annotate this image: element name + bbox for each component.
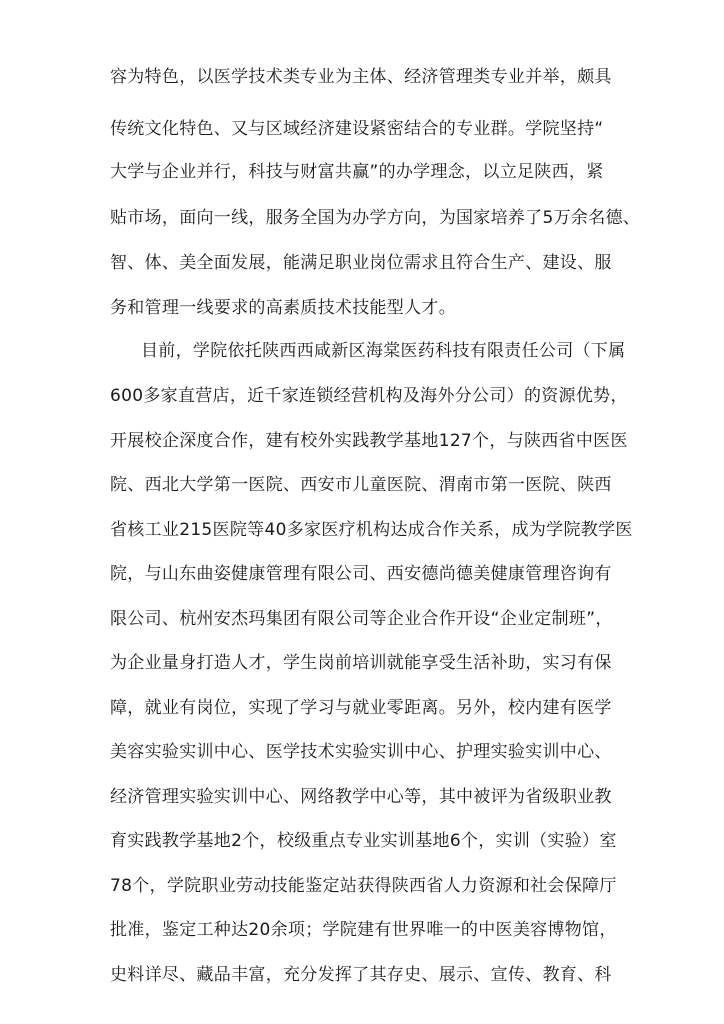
- text-line: 限公司、杭州安杰玛集团有限公司等企业合作开设“企业定制班”，: [110, 609, 613, 629]
- text-line: 开展校企深度合作，建有校外实践教学基地127个，与陕西省中医医: [110, 431, 628, 451]
- text-line: 贴市场，面向一线，服务全国为办学方向，为国家培养了5万余名德、: [110, 208, 641, 228]
- text-line: 批准，鉴定工种达20余项；学院建有世界唯一的中医美容博物馆，: [110, 920, 617, 940]
- text-line: 障，就业有岗位，实现了学习与就业零距离。另外，校内建有医学: [110, 698, 612, 718]
- text-line: 经济管理实验实训中心、网络教学中心等，其中被评为省级职业教: [110, 787, 612, 807]
- text-line: 院，与山东曲姿健康管理有限公司、西安德尚德美健康管理咨询有: [110, 564, 612, 584]
- text-line: 育实践教学基地2个，校级重点专业实训基地6个，实训（实验）室: [110, 831, 617, 851]
- text-line: 78个，学院职业劳动技能鉴定站获得陕西省人力资源和社会保障厅: [110, 876, 617, 896]
- paragraph-start-line: 目前，学院依托陕西西咸新区海棠医药科技有限责任公司（下属: [141, 341, 626, 361]
- text-line: 智、体、美全面发展，能满足职业岗位需求且符合生产、建设、服: [110, 253, 612, 273]
- text-line: 为企业量身打造人才，学生岗前培训就能享受生活补助，实习有保: [110, 653, 612, 673]
- text-line: 600多家直营店，近千家连锁经营机构及海外分公司）的资源优势，: [110, 386, 628, 406]
- text-line: 省核工业215医院等40多家医疗机构达成合作关系，成为学院教学医: [110, 520, 633, 540]
- text-line: 院、西北大学第一医院、西安市儿童医院、渭南市第一医院、陕西: [110, 475, 612, 495]
- text-line: 容为特色，以医学技术类专业为主体、经济管理类专业并举，颇具: [110, 67, 612, 87]
- text-line: 传统文化特色、又与区域经济建设紧密结合的专业群。学院坚持“: [110, 119, 604, 139]
- text-line: 大学与企业并行，科技与财富共赢”的办学理念，以立足陕西，紧: [110, 162, 604, 182]
- text-line: 美容实验实训中心、医学技术实验实训中心、护理实验实训中心、: [110, 742, 612, 762]
- text-line: 史料详尽、藏品丰富，充分发挥了其存史、展示、宣传、教育、科: [110, 965, 612, 985]
- text-line: 务和管理一线要求的高素质技术技能型人才。: [110, 298, 456, 318]
